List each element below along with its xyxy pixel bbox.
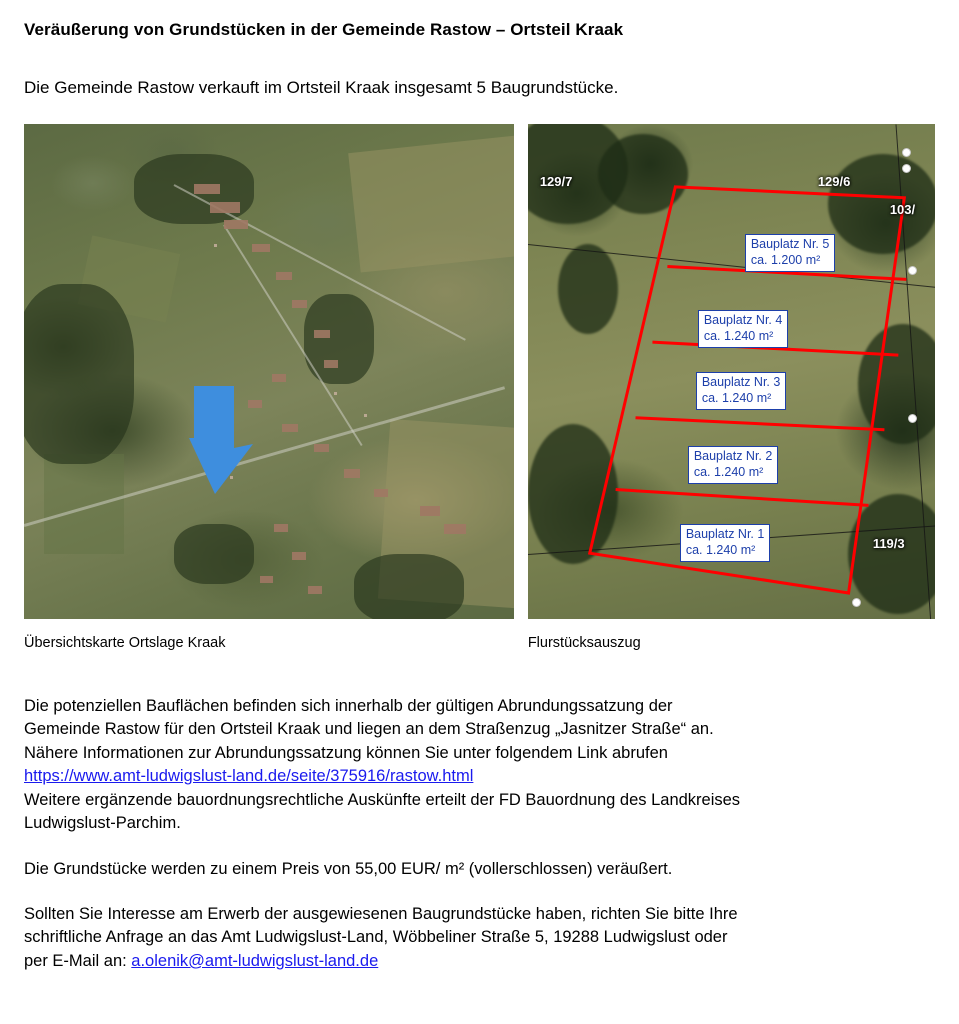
paragraph-1-line-1: Die potenziellen Bauflächen befinden sich innerhalb der gültigen Abrundungssatzung der	[24, 697, 673, 715]
intro-paragraph: Die Gemeinde Rastow verkauft im Ortsteil Kraak insgesamt 5 Baugrundstücke.	[24, 78, 619, 97]
plot-label-3	[696, 372, 787, 410]
overview-map-caption: Übersichtskarte Ortslage Kraak	[24, 635, 226, 651]
building-roof	[260, 576, 273, 583]
building-roof	[314, 330, 330, 338]
email-prefix: per E-Mail an:	[24, 951, 132, 970]
body-text	[24, 695, 935, 973]
paragraph-1-line-5: Weitere ergänzende bauordnungsrechtliche Auskünfte erteilt der FD Bauordnung des Landkreises	[24, 790, 741, 809]
boundary-marker	[902, 148, 911, 157]
building-roof	[308, 586, 322, 594]
plot-name: Bauplatz Nr. 4	[703, 313, 783, 327]
building-roof	[344, 469, 360, 478]
overview-map-image	[24, 124, 514, 619]
paragraph-3-line-1: Sollten Sie Interesse am Erwerb der ausgewiesenen Baugrundstücke haben, richten Sie bitte Ihre	[24, 904, 738, 923]
building-roof	[324, 360, 338, 368]
building-roof	[444, 524, 466, 534]
field-patch	[44, 454, 124, 554]
building-roof	[274, 524, 288, 532]
parcel-photo-background	[528, 124, 935, 619]
boundary-marker	[902, 164, 911, 173]
figures-row	[24, 124, 935, 651]
parcel-number-label: 129/6	[817, 174, 851, 189]
parcel-map-image	[528, 124, 935, 619]
building-dot	[334, 392, 337, 395]
paragraph-price: Die Grundstücke werden zu einem Preis von 55,00 EUR/ m² (vollerschlossen) veräußert.	[24, 859, 673, 878]
email-link[interactable]: a.olenik@amt-ludwigslust-land.de	[131, 951, 379, 970]
parcel-map-caption: Flurstücksauszug	[527, 635, 641, 651]
plot-name: Bauplatz Nr. 3	[701, 375, 781, 389]
paragraph-1-line-2: Gemeinde Rastow für den Ortsteil Kraak und liegen an dem Straßenzug „Jasnitzer Straße“ an.	[24, 720, 714, 739]
parcel-number-label: 103/	[889, 202, 916, 217]
building-dot	[364, 414, 367, 417]
building-roof	[210, 202, 240, 213]
plot-size: ca. 1.240 m²	[685, 542, 756, 557]
building-dot	[214, 244, 217, 247]
plot-label-5	[745, 234, 836, 272]
plot-label-1	[680, 524, 771, 562]
figure-overview-map	[24, 124, 514, 651]
building-roof	[272, 374, 286, 382]
paragraph-3-line-2: schriftliche Anfrage an das Amt Ludwigslust-Land, Wöbbeliner Straße 5, 19288 Ludwigslust oder	[24, 928, 728, 947]
woodland-area	[24, 284, 134, 464]
location-arrow-icon	[189, 386, 259, 496]
plot-size: ca. 1.240 m²	[693, 464, 764, 479]
page-title: Veräußerung von Grundstücken in der Gemeinde Rastow – Ortsteil Kraak	[24, 20, 624, 39]
building-roof	[292, 300, 307, 308]
building-roof	[420, 506, 440, 516]
woodland-area	[354, 554, 464, 619]
aerial-photo-background	[24, 124, 514, 619]
plot-size: ca. 1.200 m²	[750, 252, 821, 267]
paragraph-1-line-6: Ludwigslust-Parchim.	[24, 814, 181, 833]
building-roof	[276, 272, 292, 280]
building-roof	[282, 424, 298, 432]
field-patch	[348, 135, 514, 272]
building-roof	[314, 444, 329, 452]
boundary-marker	[908, 266, 917, 275]
figure-parcel-map	[528, 124, 935, 651]
plot-label-4	[698, 310, 789, 348]
parcel-number-label: 119/3	[872, 536, 905, 551]
building-roof	[292, 552, 306, 560]
plot-name: Bauplatz Nr. 2	[693, 449, 773, 463]
plot-size: ca. 1.240 m²	[701, 390, 772, 405]
building-roof	[374, 489, 388, 497]
parcel-number-label: 129/7	[539, 174, 573, 189]
building-roof	[194, 184, 220, 194]
paragraph-3-line-3	[24, 950, 935, 973]
plot-size: ca. 1.240 m²	[703, 328, 774, 343]
plot-name: Bauplatz Nr. 1	[685, 527, 765, 541]
woodland-area	[174, 524, 254, 584]
building-roof	[252, 244, 270, 252]
boundary-marker	[852, 598, 861, 607]
paragraph-1-line-3: Nähere Informationen zur Abrundungssatzung können Sie unter folgendem Link abrufen	[24, 743, 668, 762]
building-roof	[224, 220, 248, 229]
plot-label-2	[688, 446, 779, 484]
boundary-marker	[908, 414, 917, 423]
plot-name: Bauplatz Nr. 5	[750, 237, 830, 251]
abrundungssatzung-link[interactable]: https://www.amt-ludwigslust-land.de/seite/375916/rastow.html	[24, 767, 474, 786]
